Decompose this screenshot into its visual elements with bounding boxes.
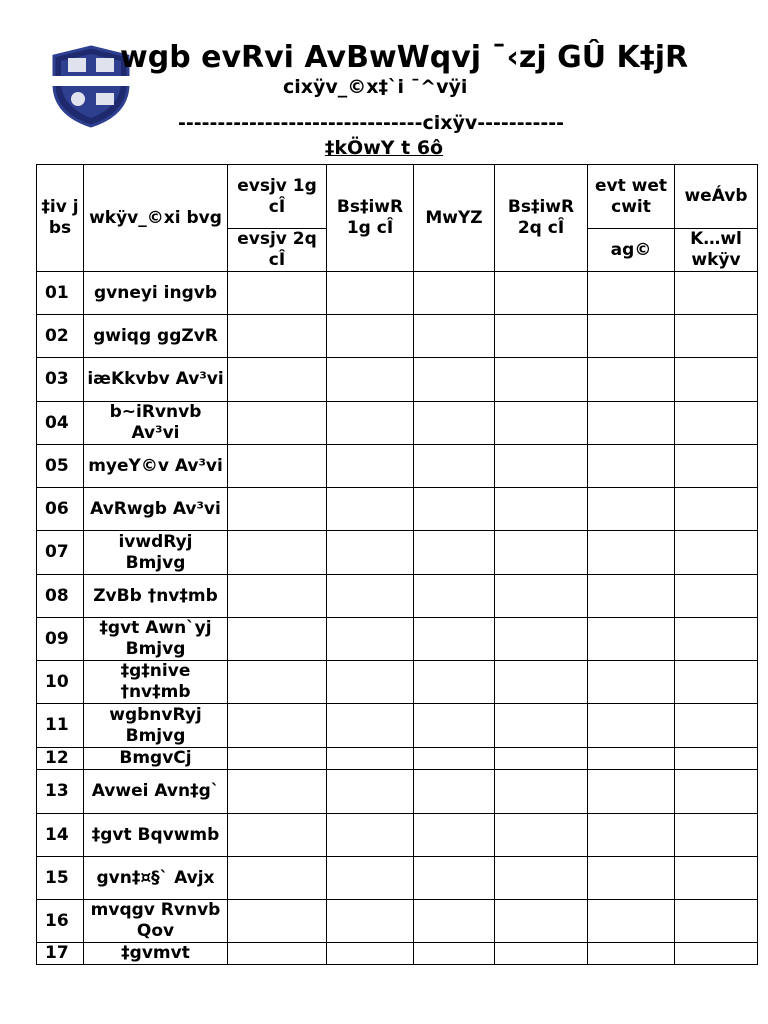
- signature-cell-science[interactable]: [675, 770, 758, 814]
- signature-cell-english-1st[interactable]: [327, 618, 414, 661]
- roll-cell: 01: [37, 272, 84, 315]
- signature-cell-science[interactable]: [675, 488, 758, 531]
- student-name-cell: iæKkvbv Av³vi: [84, 358, 228, 402]
- student-name-cell: mvqgv Rvnvb Qov: [84, 900, 228, 943]
- roll-cell: 16: [37, 900, 84, 943]
- signature-cell-science[interactable]: [675, 531, 758, 575]
- signature-cell-math[interactable]: [414, 704, 495, 748]
- roll-cell: 08: [37, 575, 84, 618]
- signature-cell-math[interactable]: [414, 358, 495, 402]
- signature-cell-bgs[interactable]: [588, 900, 675, 943]
- signature-cell-bgs[interactable]: [588, 770, 675, 814]
- signature-cell-bgs[interactable]: [588, 943, 675, 965]
- signature-cell-english-1st[interactable]: [327, 770, 414, 814]
- signature-cell-english-1st[interactable]: [327, 900, 414, 943]
- signature-cell-bangla[interactable]: [228, 272, 327, 315]
- signature-cell-bangla[interactable]: [228, 943, 327, 965]
- signature-cell-math[interactable]: [414, 445, 495, 488]
- signature-cell-bgs[interactable]: [588, 272, 675, 315]
- roll-cell: 13: [37, 770, 84, 814]
- signature-table: [36, 164, 758, 965]
- signature-cell-english-2nd[interactable]: [495, 358, 588, 402]
- table-row: [37, 900, 758, 943]
- signature-cell-english-2nd[interactable]: [495, 770, 588, 814]
- student-name-cell: Avwei Avn‡g`: [84, 770, 228, 814]
- table-row: [37, 748, 758, 770]
- signature-cell-bgs[interactable]: [588, 575, 675, 618]
- signature-cell-bgs[interactable]: [588, 857, 675, 900]
- signature-cell-bangla[interactable]: [228, 488, 327, 531]
- signature-cell-english-1st[interactable]: [327, 315, 414, 358]
- header-bangla-2nd: evsjv 2q cÎ: [228, 229, 327, 272]
- table-row: [37, 445, 758, 488]
- student-name-cell: ‡g‡nive †nv‡mb: [84, 661, 228, 704]
- signature-cell-bgs[interactable]: [588, 445, 675, 488]
- signature-cell-english-2nd[interactable]: [495, 661, 588, 704]
- signature-cell-math[interactable]: [414, 814, 495, 857]
- header-bangla-1st: evsjv 1g cÎ: [228, 165, 327, 229]
- signature-cell-english-2nd[interactable]: [495, 402, 588, 445]
- signature-cell-science[interactable]: [675, 445, 758, 488]
- header-agriculture: K…wl wkÿv: [675, 229, 758, 272]
- signature-cell-math[interactable]: [414, 900, 495, 943]
- roll-cell: 04: [37, 402, 84, 445]
- table-row: [37, 358, 758, 402]
- signature-cell-bgs[interactable]: [588, 618, 675, 661]
- signature-cell-bgs[interactable]: [588, 358, 675, 402]
- signature-cell-english-1st[interactable]: [327, 272, 414, 315]
- student-name-cell: ‡gvmvt: [84, 943, 228, 965]
- student-name-cell: myeY©v Av³vi: [84, 445, 228, 488]
- signature-cell-science[interactable]: [675, 575, 758, 618]
- student-name-cell: BmgvCj: [84, 748, 228, 770]
- header-religion: ag©: [588, 229, 675, 272]
- table-row: [37, 704, 758, 748]
- signature-cell-bangla[interactable]: [228, 575, 327, 618]
- header-student-name: wkÿv_©xi bvg: [84, 165, 228, 272]
- signature-cell-english-2nd[interactable]: [495, 315, 588, 358]
- signature-cell-bgs[interactable]: [588, 531, 675, 575]
- roll-cell: 10: [37, 661, 84, 704]
- roll-cell: 02: [37, 315, 84, 358]
- signature-cell-bangla[interactable]: [228, 315, 327, 358]
- signature-cell-english-2nd[interactable]: [495, 748, 588, 770]
- signature-cell-science[interactable]: [675, 748, 758, 770]
- signature-cell-english-1st[interactable]: [327, 748, 414, 770]
- table-row: [37, 814, 758, 857]
- roll-cell: 05: [37, 445, 84, 488]
- student-name-cell: AvRwgb Av³vi: [84, 488, 228, 531]
- student-name-cell: gvneyi ingvb: [84, 272, 228, 315]
- table-row: [37, 770, 758, 814]
- signature-cell-english-1st[interactable]: [327, 531, 414, 575]
- signature-cell-bangla[interactable]: [228, 748, 327, 770]
- roll-cell: 17: [37, 943, 84, 965]
- roll-cell: 06: [37, 488, 84, 531]
- signature-cell-bangla[interactable]: [228, 661, 327, 704]
- header-english-1st: Bs‡iwR 1g cÎ: [327, 165, 414, 272]
- signature-cell-math[interactable]: [414, 315, 495, 358]
- signature-cell-science[interactable]: [675, 402, 758, 445]
- signature-cell-english-1st[interactable]: [327, 358, 414, 402]
- signature-cell-science[interactable]: [675, 315, 758, 358]
- student-name-cell: wgbnvRyj Bmjvg: [84, 704, 228, 748]
- table-row: [37, 618, 758, 661]
- signature-cell-math[interactable]: [414, 618, 495, 661]
- signature-cell-bangla[interactable]: [228, 770, 327, 814]
- student-name-cell: gvn‡¤§` Avjx: [84, 857, 228, 900]
- signature-cell-bangla[interactable]: [228, 814, 327, 857]
- header-roll: ‡iv j bs: [37, 165, 84, 272]
- signature-cell-bgs[interactable]: [588, 315, 675, 358]
- signature-cell-english-2nd[interactable]: [495, 488, 588, 531]
- signature-cell-english-1st[interactable]: [327, 575, 414, 618]
- student-name-cell: gwiqg ggZvR: [84, 315, 228, 358]
- signature-cell-science[interactable]: [675, 661, 758, 704]
- signature-cell-bgs[interactable]: [588, 814, 675, 857]
- roll-cell: 09: [37, 618, 84, 661]
- roll-cell: 07: [37, 531, 84, 575]
- roll-cell: 14: [37, 814, 84, 857]
- signature-cell-math[interactable]: [414, 575, 495, 618]
- signature-cell-english-1st[interactable]: [327, 445, 414, 488]
- signature-cell-bangla[interactable]: [228, 358, 327, 402]
- signature-cell-math[interactable]: [414, 857, 495, 900]
- signature-cell-bangla[interactable]: [228, 857, 327, 900]
- signature-cell-english-1st[interactable]: [327, 488, 414, 531]
- signature-cell-english-2nd[interactable]: [495, 272, 588, 315]
- roll-cell: 15: [37, 857, 84, 900]
- signature-cell-science[interactable]: [675, 857, 758, 900]
- signature-cell-english-1st[interactable]: [327, 661, 414, 704]
- signature-cell-bgs[interactable]: [588, 488, 675, 531]
- signature-cell-math[interactable]: [414, 770, 495, 814]
- signature-cell-math[interactable]: [414, 943, 495, 965]
- signature-cell-english-2nd[interactable]: [495, 943, 588, 965]
- signature-cell-english-2nd[interactable]: [495, 814, 588, 857]
- school-name-title: wgb evRvi AvBwWqvj ¯‹zj GÛ K‡jR: [120, 40, 689, 75]
- signature-cell-english-2nd[interactable]: [495, 575, 588, 618]
- signature-cell-english-2nd[interactable]: [495, 618, 588, 661]
- table-row: [37, 531, 758, 575]
- class-label: ‡kÖwY t 6ô: [324, 137, 444, 159]
- signature-cell-science[interactable]: [675, 618, 758, 661]
- roll-cell: 03: [37, 358, 84, 402]
- student-name-cell: ‡gvt Bqvwmb: [84, 814, 228, 857]
- student-name-cell: ZvBb †nv‡mb: [84, 575, 228, 618]
- table-row: [37, 857, 758, 900]
- signature-cell-science[interactable]: [675, 704, 758, 748]
- signature-cell-math[interactable]: [414, 748, 495, 770]
- header-math: MwYZ: [414, 165, 495, 272]
- sheet-subtitle: cixÿv_©x‡`i ¯^vÿi: [283, 76, 468, 98]
- signature-cell-bangla[interactable]: [228, 402, 327, 445]
- signature-cell-math[interactable]: [414, 272, 495, 315]
- signature-cell-bangla[interactable]: [228, 618, 327, 661]
- signature-cell-science[interactable]: [675, 358, 758, 402]
- signature-cell-english-1st[interactable]: [327, 814, 414, 857]
- table-row: [37, 661, 758, 704]
- signature-cell-english-1st[interactable]: [327, 402, 414, 445]
- table-row: [37, 402, 758, 445]
- signature-cell-science[interactable]: [675, 943, 758, 965]
- signature-cell-science[interactable]: [675, 272, 758, 315]
- table-row: [37, 488, 758, 531]
- signature-cell-english-2nd[interactable]: [495, 857, 588, 900]
- student-name-cell: ivwdRyj Bmjvg: [84, 531, 228, 575]
- signature-cell-bangla[interactable]: [228, 900, 327, 943]
- signature-cell-english-2nd[interactable]: [495, 531, 588, 575]
- exam-divider: -------------------------------cixÿv-----------: [178, 112, 565, 134]
- signature-cell-bgs[interactable]: [588, 661, 675, 704]
- signature-cell-math[interactable]: [414, 488, 495, 531]
- header-english-2nd: Bs‡iwR 2q cÎ: [495, 165, 588, 272]
- signature-cell-science[interactable]: [675, 900, 758, 943]
- header-bgs: evt wet cwit: [588, 165, 675, 229]
- signature-cell-bgs[interactable]: [588, 748, 675, 770]
- signature-cell-english-1st[interactable]: [327, 704, 414, 748]
- signature-cell-math[interactable]: [414, 402, 495, 445]
- signature-cell-english-2nd[interactable]: [495, 445, 588, 488]
- table-row: [37, 315, 758, 358]
- signature-cell-math[interactable]: [414, 661, 495, 704]
- roll-cell: 11: [37, 704, 84, 748]
- signature-cell-bangla[interactable]: [228, 704, 327, 748]
- signature-cell-english-2nd[interactable]: [495, 900, 588, 943]
- signature-cell-english-1st[interactable]: [327, 857, 414, 900]
- table-row: [37, 943, 758, 965]
- student-name-cell: b~iRvnvb Av³vi: [84, 402, 228, 445]
- student-name-cell: ‡gvt Awn`yj Bmjvg: [84, 618, 228, 661]
- signature-cell-science[interactable]: [675, 814, 758, 857]
- table-row: [37, 272, 758, 315]
- signature-cell-english-2nd[interactable]: [495, 704, 588, 748]
- header-science: weÁvb: [675, 165, 758, 229]
- signature-cell-bangla[interactable]: [228, 445, 327, 488]
- signature-cell-math[interactable]: [414, 531, 495, 575]
- signature-cell-bgs[interactable]: [588, 704, 675, 748]
- table-row: [37, 575, 758, 618]
- signature-cell-bangla[interactable]: [228, 531, 327, 575]
- signature-cell-bgs[interactable]: [588, 402, 675, 445]
- signature-cell-english-1st[interactable]: [327, 943, 414, 965]
- roll-cell: 12: [37, 748, 84, 770]
